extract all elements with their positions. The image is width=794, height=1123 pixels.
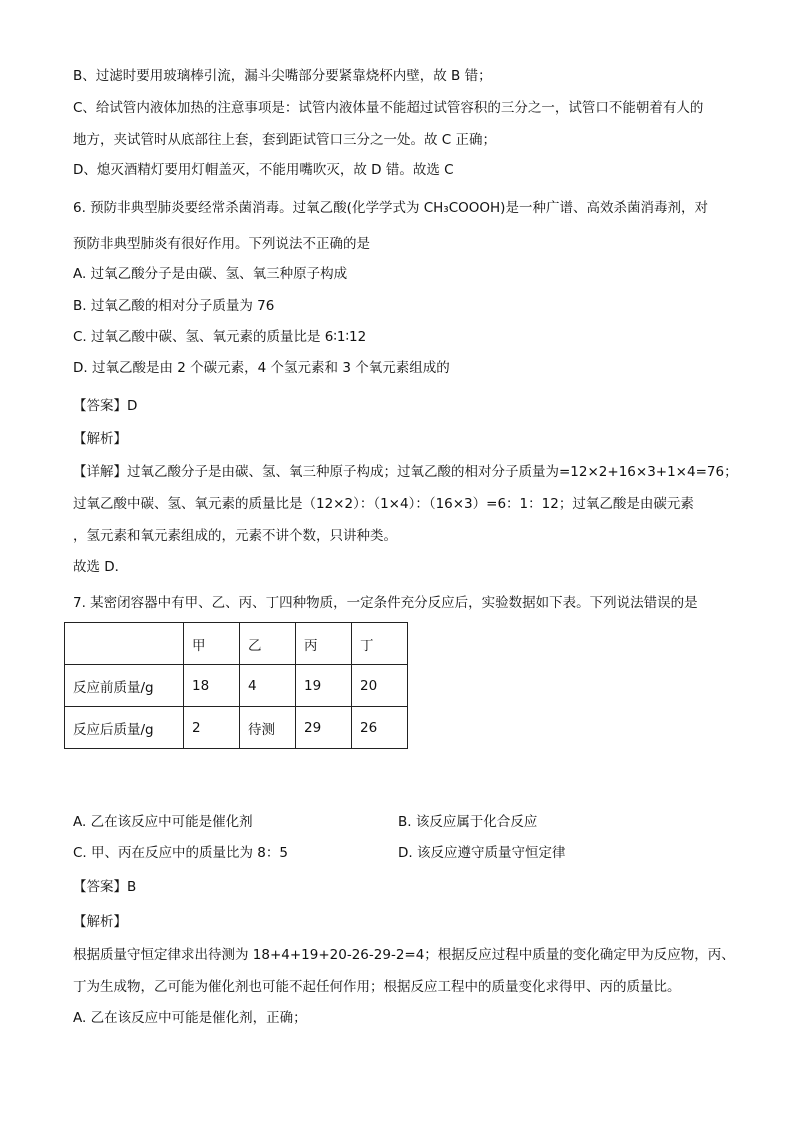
detail-tag: 【详解】 [73,464,127,480]
prev-option-c-line2: 地方，夹试管时从底部往上套，套到距试管口三分之一处。故 C 正确； [73,132,497,148]
answer-tag: 【答案】 [73,398,127,414]
q6-answer [73,396,137,416]
table-cell: 26 [352,707,408,749]
table-cell: 19 [296,665,352,707]
table-cell: 乙 [240,623,296,665]
table-header-row [65,623,408,665]
q7-answer [73,877,136,897]
answer-value: D [127,398,138,414]
q6-option-d: D. 过氧乙酸是由 2 个碳元素，4 个氢元素和 3 个氧元素组成的 [73,360,450,376]
prev-option-d: D、熄灭酒精灯要用灯帽盖灭，不能用嘴吹灭，故 D 错。故选 C [73,162,454,178]
q6-option-a: A. 过氧乙酸分子是由碳、氢、氧三种原子构成 [73,266,348,282]
q6-option-c: C. 过氧乙酸中碳、氢、氧元素的质量比是 6∶1∶12 [73,329,367,345]
q7-analysis-option-a: A. 乙在该反应中可能是催化剂，正确； [73,1010,307,1026]
q7-option-a: A. 乙在该反应中可能是催化剂 [73,814,253,830]
q7-data-table [64,622,408,749]
prev-option-b: B、过滤时要用玻璃棒引流，漏斗尖嘴部分要紧靠烧杯内壁，故 B 错； [73,68,492,84]
table-cell: 2 [184,707,240,749]
q6-analysis-tag: 【解析】 [73,431,127,447]
q7-stem: 7. 某密闭容器中有甲、乙、丙、丁四种物质，一定条件充分反应后，实验数据如下表。下列说法错误的是 [73,595,698,611]
table-row [65,707,408,749]
table-cell [65,623,184,665]
table-cell: 待测 [240,707,296,749]
table-cell: 29 [296,707,352,749]
table-cell: 甲 [184,623,240,665]
table-cell: 18 [184,665,240,707]
detail-text: 过氧乙酸分子是由碳、氢、氧三种原子构成；过氧乙酸的相对分子质量为=12×2+16×3+1×4=76； [127,464,738,480]
table-row [65,665,408,707]
q6-detail-line3: ，氢元素和氧元素组成的，元素不讲个数，只讲种类。 [73,528,397,544]
table-cell: 4 [240,665,296,707]
prev-option-c-line1: C、给试管内液体加热的注意事项是：试管内液体量不能超过试管容积的三分之一，试管口不能朝着有人的 [73,100,704,116]
answer-value: B [127,879,137,895]
table-cell: 反应前质量/g [65,665,184,707]
q6-stem-line2: 预防非典型肺炎有很好作用。下列说法不正确的是 [73,236,370,252]
q6-detail-line1 [73,462,738,482]
table-cell: 反应后质量/g [65,707,184,749]
q6-choose: 故选 D． [73,559,129,575]
q6-option-b: B. 过氧乙酸的相对分子质量为 76 [73,298,275,314]
answer-tag: 【答案】 [73,879,127,895]
q7-option-b: B. 该反应属于化合反应 [398,814,538,830]
table-cell: 20 [352,665,408,707]
q7-option-c: C. 甲、丙在反应中的质量比为 8：5 [73,845,288,861]
q6-detail-line2: 过氧乙酸中碳、氢、氧元素的质量比是（12×2）：（1×4）：（16×3）=6：1：12；过氧乙酸是由碳元素 [73,496,694,512]
q7-analysis-line2: 丁为生成物，乙可能为催化剂也可能不起任何作用；根据反应工程中的质量变化求得甲、丙的质量比。 [73,979,681,995]
q7-analysis-line1: 根据质量守恒定律求出待测为 18+4+19+20-26-29-2=4；根据反应过程中质量的变化确定甲为反应物，丙、 [73,947,735,963]
q7-analysis-tag: 【解析】 [73,914,127,930]
table-cell: 丁 [352,623,408,665]
table-cell: 丙 [296,623,352,665]
q6-stem-line1: 6. 预防非典型肺炎要经常杀菌消毒。过氧乙酸(化学学式为 CH₃COOOH)是一种广谱、高效杀菌消毒剂，对 [73,200,708,216]
q7-option-d: D. 该反应遵守质量守恒定律 [398,845,566,861]
